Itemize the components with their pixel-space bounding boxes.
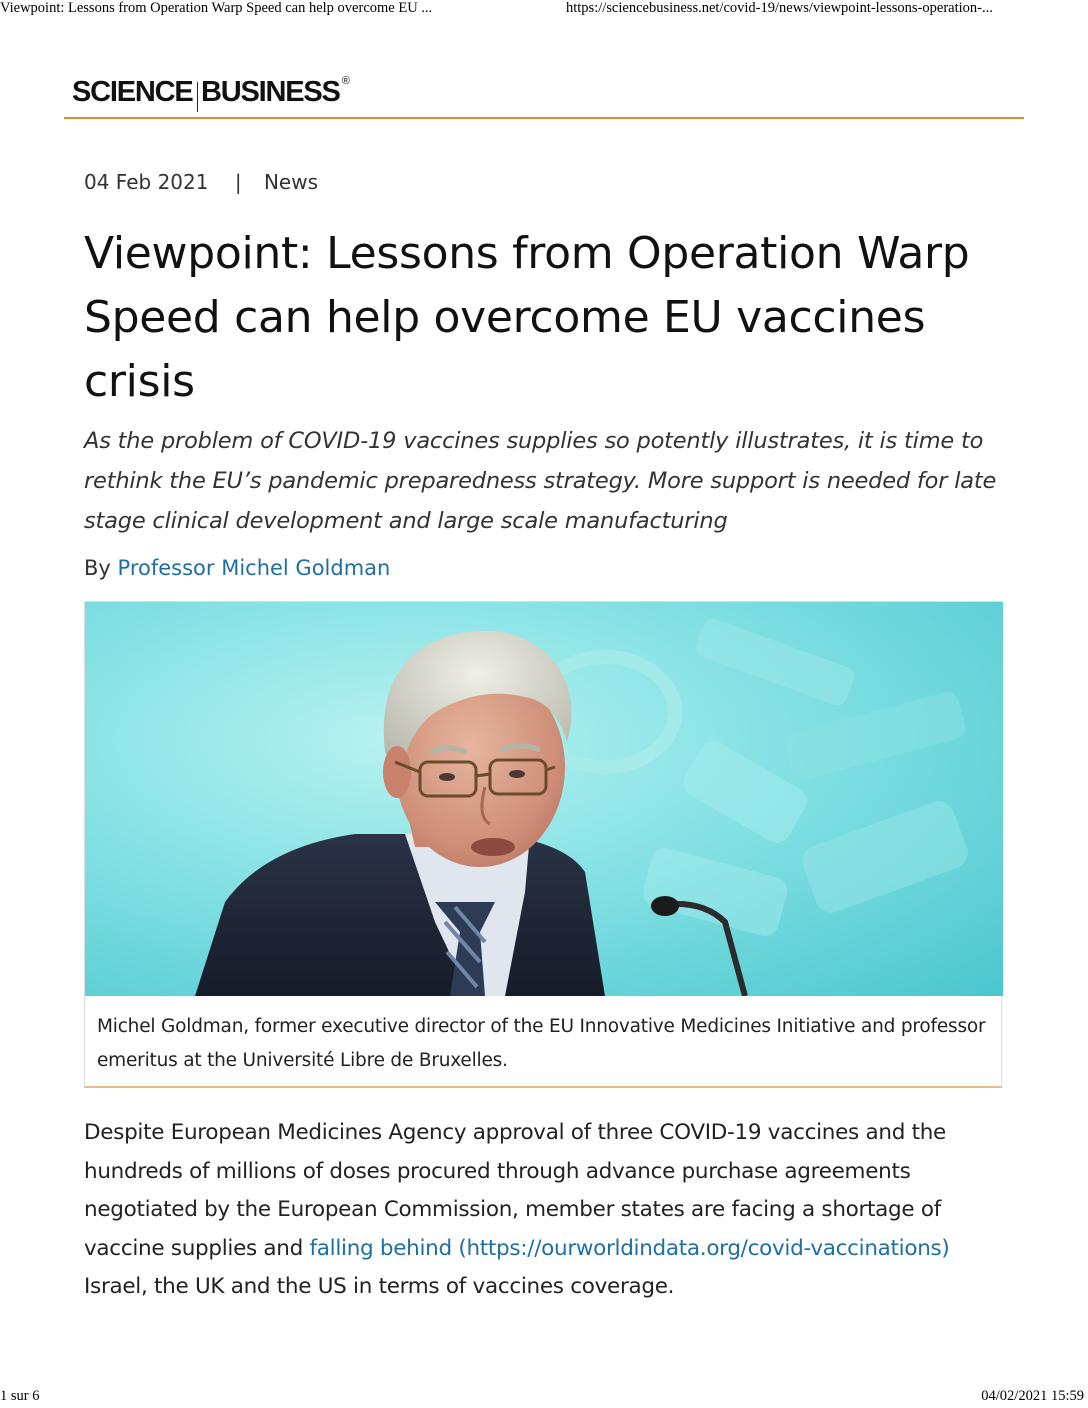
registered-mark: ® (341, 74, 350, 87)
print-footer (0, 1386, 1088, 1408)
print-header (0, 0, 1088, 20)
logo-word-business: BUSINESS (201, 76, 340, 108)
byline-prefix: By (84, 556, 111, 580)
print-page-number: 1 sur 6 (0, 1388, 40, 1404)
header-divider (64, 117, 1024, 119)
logo-divider (197, 82, 199, 112)
falling-behind-link[interactable]: falling behind (https://ourworldindata.org/covid-vaccinations) (309, 1235, 950, 1261)
meta-separator: | (234, 170, 242, 194)
article-date: 04 Feb 2021 (84, 170, 209, 194)
logo-word-science: SCIENCE (72, 76, 193, 108)
article-photo (85, 602, 1003, 996)
article-figure (84, 601, 1002, 1088)
article-meta (84, 170, 318, 194)
print-url: https://sciencebusiness.net/covid-19/news/viewpoint-lessons-operation-... (566, 0, 993, 16)
site-logo[interactable] (72, 76, 350, 109)
article-standfirst: As the problem of COVID-19 vaccines supplies so potently illustrates, it is time to rethink the EU’s pandemic preparedness strategy. More support is needed for late stage clinical development and large scale manufacturing (84, 428, 997, 534)
print-timestamp: 04/02/2021 15:59 (981, 1388, 1084, 1404)
article-title: Viewpoint: Lessons from Operation Warp Speed can help overcome EU vaccines crisis (84, 228, 970, 407)
body-text-before-link: Despite European Medicines Agency approval of three COVID-19 vaccines and the hundreds of millions of doses procured through advance purchase agreements negotiated by the European Commission, member states are facing a shortage of vaccine supplies and (84, 1120, 946, 1261)
image-caption: Michel Goldman, former executive director of the EU Innovative Medicines Initiative and professor emeritus at the Université Libre de Bruxelles. (97, 1016, 986, 1071)
author-link[interactable]: Professor Michel Goldman (117, 556, 391, 580)
article-section[interactable]: News (263, 170, 318, 194)
byline (84, 556, 390, 580)
body-text-after-link: Israel, the UK and the US in terms of vaccines coverage. (84, 1274, 675, 1299)
article-body-paragraph (84, 1114, 1014, 1307)
print-page-title: Viewpoint: Lessons from Operation Warp Speed can help overcome EU ... (0, 0, 433, 16)
